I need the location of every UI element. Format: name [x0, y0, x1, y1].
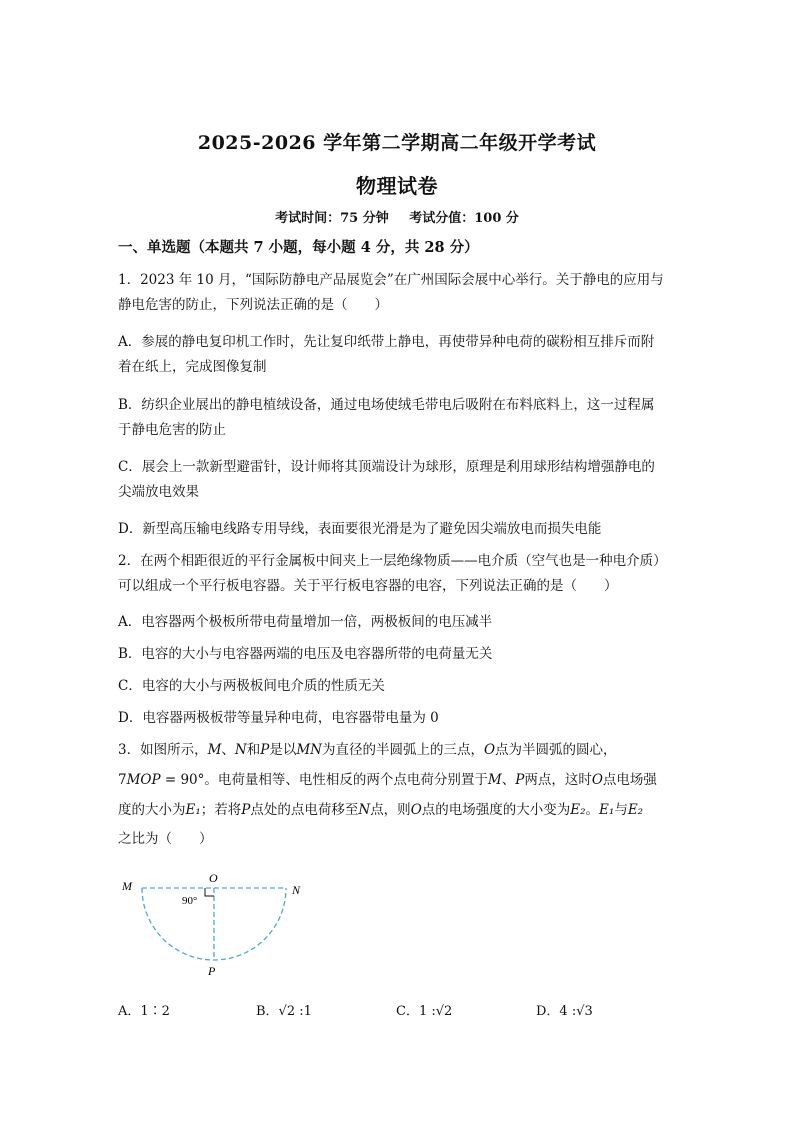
q3-l3-e1: E₁ [185, 802, 201, 818]
q3-l2-d: 两点，这时 [524, 772, 592, 788]
q1-option-b-line1: B．纺织企业展出的静电植绒设备，通过电场使绒毛带电后吸附在布料底料上，这一过程属 [118, 397, 655, 413]
q3-l1-m: M [207, 742, 222, 758]
q3-l2-mop: MOP [126, 772, 161, 788]
q2-option-d: D．电容器两极板带等量异种电荷，电容器带电量为 0 [118, 710, 439, 726]
q3-l1-n: N [234, 742, 247, 758]
q3-l1-d: 是以 [269, 742, 297, 758]
q3-l1-p: P [260, 742, 270, 758]
q3-l2-o: O [591, 772, 603, 788]
q3-l2-p: P [515, 772, 525, 788]
q3-stem-line4: 之比为（ ） [118, 831, 213, 847]
q3-stem-line2 [118, 771, 657, 789]
exam-time: 考试时间：75 分钟 [275, 211, 389, 226]
q1-option-d: D．新型高压输电线路专用导线，表面要很光滑是为了避免因尖端放电而损失电能 [118, 521, 602, 537]
q3-l3-a: 度的大小为 [118, 802, 186, 818]
label-o: O [209, 871, 218, 885]
q2-option-b: B．电容的大小与电容器两端的电压及电容器所带的电荷量无关 [118, 646, 493, 662]
q3-l3-o: O [410, 802, 422, 818]
q1-stem-line1: 1．2023 年 10 月，“国际防静电产品展览会”在广州国际会展中心举行。关于静电的应用与 [118, 272, 664, 288]
q2-stem-line1: 2．在两个相距很近的平行金属板中间夹上一层绝缘物质——电介质（空气也是一种电介质） [118, 553, 667, 569]
q3-l3-e2b: E₂ [627, 802, 644, 818]
exam-info [0, 207, 794, 226]
q3-option-d: D．4 :√3 [536, 1004, 593, 1019]
q3-l1-c: 和 [246, 742, 261, 758]
q3-l1-mn: MN [296, 742, 322, 758]
q3-l2-m: M [487, 772, 502, 788]
q3-l2-b: = 90°。电荷量相等、电性相反的两个点电荷分别置于 [160, 772, 488, 788]
q3-l3-f: 。 [585, 802, 600, 818]
q3-l3-e: 点的电场强度的大小变为 [421, 802, 571, 818]
q3-l2-e: 点电场强 [602, 772, 657, 788]
label-n: N [292, 883, 301, 897]
q3-option-b: B．√2 :1 [256, 1004, 312, 1019]
q3-l1-f: 点为半圆弧的圆心， [495, 742, 617, 758]
semicircle-diagram [112, 868, 312, 980]
exam-score: 考试分值：100 分 [409, 211, 519, 226]
section-title: 一、单选题（本题共 7 小题，每小题 4 分，共 28 分） [118, 239, 479, 256]
right-angle-mark [205, 888, 214, 896]
q3-l1-a: 3．如图所示， [118, 742, 208, 758]
q3-options [118, 1000, 678, 1022]
exam-subject: 物理试卷 [356, 174, 438, 198]
q1-option-c-line2: 尖端放电效果 [118, 484, 199, 500]
q1-option-a-line1: A．参展的静电复印机工作时，先让复印纸带上静电，再使带异种电荷的碳粉相互排斥而附 [118, 334, 655, 350]
q1-option-a-line2: 着在纸上，完成图像复制 [118, 359, 267, 375]
label-m: M [122, 879, 132, 893]
label-p: P [208, 964, 216, 978]
q3-l3-g: 与 [614, 802, 628, 818]
q1-option-b-line2: 于静电危害的防止 [118, 422, 226, 438]
q3-option-a: A．1∶2 [118, 1004, 170, 1019]
q3-stem-line3 [118, 801, 643, 819]
q3-l3-d: 点，则 [370, 802, 411, 818]
q3-l3-n: N [358, 802, 371, 818]
q1-option-c-line1: C．展会上一款新型避雷针，设计师将其顶端设计为球形，原理是利用球形结构增强静电的 [118, 459, 655, 475]
q3-l3-c: 点处的点电荷移至 [250, 802, 359, 818]
q3-l3-b: ；若将 [200, 802, 242, 818]
q2-option-c: C．电容的大小与两极板间电介质的性质无关 [118, 678, 385, 694]
label-angle: 90° [182, 895, 198, 907]
q3-l3-p: P [241, 802, 251, 818]
q3-l3-e2: E₂ [570, 802, 586, 818]
q2-stem-line2: 可以组成一个平行板电容器。关于平行板电容器的电容，下列说法正确的是（ ） [118, 578, 618, 594]
q3-l1-o: O [483, 742, 496, 758]
q3-l2-a: 7 [118, 772, 127, 788]
q3-l3-e1b: E₁ [599, 802, 615, 818]
q3-stem-line1 [118, 741, 617, 759]
q3-option-c: C．1 :√2 [396, 1004, 453, 1019]
q1-stem-line2: 静电危害的防止，下列说法正确的是（ ） [118, 297, 388, 313]
q3-l2-c: 、 [501, 772, 516, 788]
q3-l1-e: 为直径的半圆弧上的三点， [321, 742, 484, 758]
q2-option-a: A．电容器两个极板所带电荷量增加一倍，两极板间的电压减半 [118, 614, 493, 630]
q3-l1-b: 、 [221, 742, 235, 758]
exam-title: 2025-2026 学年第二学期高二年级开学考试 [197, 132, 597, 154]
